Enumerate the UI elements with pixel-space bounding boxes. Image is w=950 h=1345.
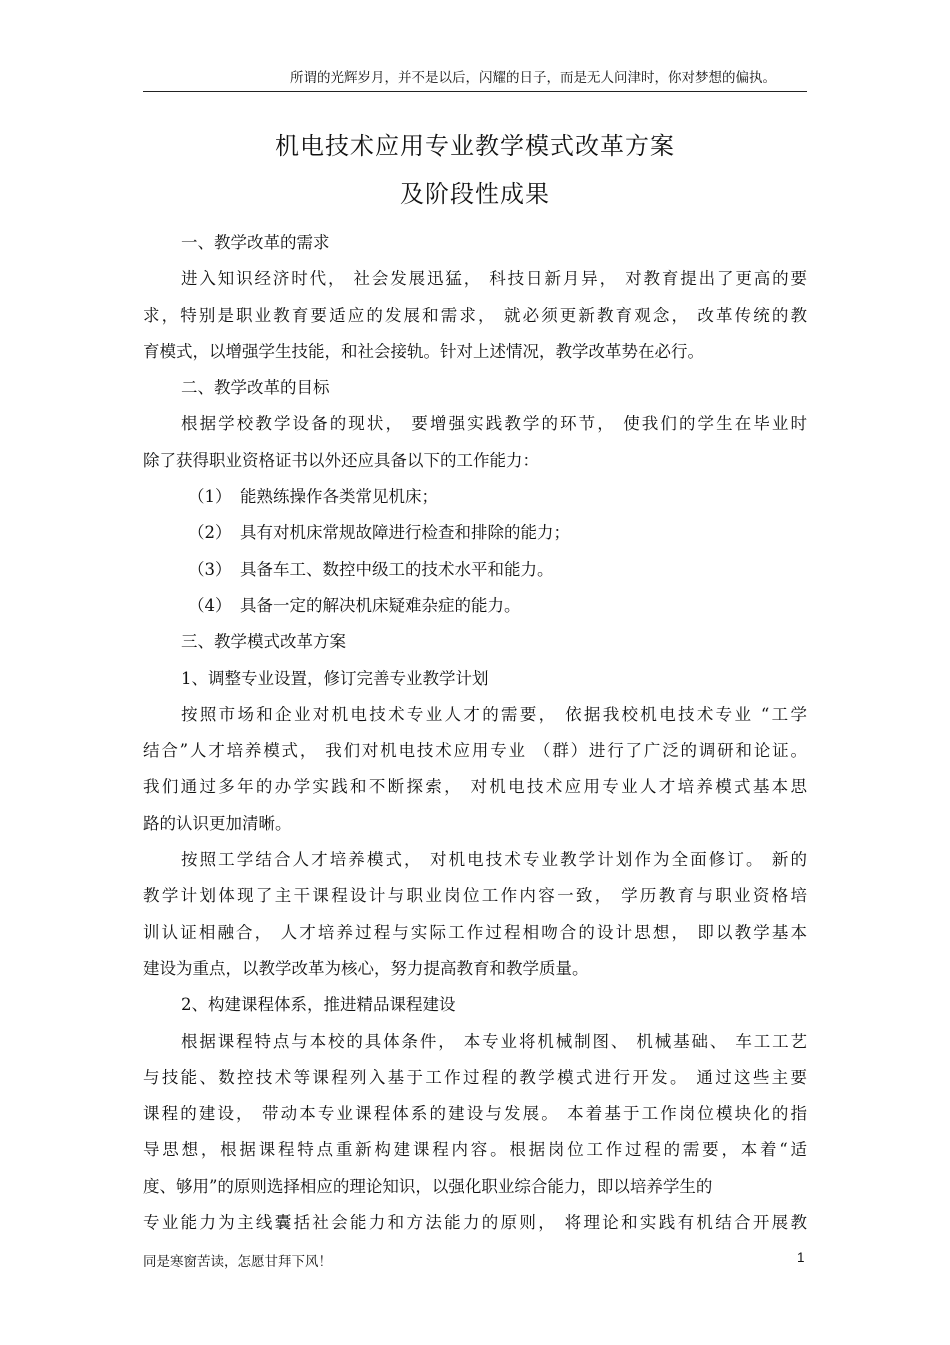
paragraph-line: 度、够用”的原则选择相应的理论知识，以强化职业综合能力，即以培养学生的 — [143, 1176, 713, 1196]
paragraph-line: 根据课程特点与本校的具体条件， 本专业将机械制图、 机械基础、 车工工艺 — [181, 1031, 807, 1051]
list-item-number: （4） — [188, 595, 232, 615]
page-number: 1 — [797, 1250, 805, 1265]
list-item-number: （1） — [188, 487, 232, 507]
paragraph-line: 我们通过多年的办学实践和不断探索， 对机电技术应用专业人才培养模式基本思 — [143, 777, 807, 797]
list-item — [143, 479, 807, 515]
list-item-text: 能熟练操作各类常见机床； — [240, 487, 438, 507]
footer-quote: 同是寒窗苦读，怎愿甘拜下风！ — [143, 1254, 332, 1270]
heading-section-2: 二、教学改革的目标 — [181, 378, 330, 398]
list-item — [143, 552, 807, 588]
paragraph-line: 求，特别是职业教育要适应的发展和需求， 就必须更新教育观念， 改革传统的教 — [143, 305, 807, 325]
list-item-text: 具备车工、数控中级工的技术水平和能力。 — [240, 559, 554, 579]
header-quote: 所谓的光辉岁月，并不是以后，闪耀的日子，而是无人问津时，你对梦想的偏执。 — [290, 70, 776, 86]
list-item-text: 具备一定的解决机床疑难杂症的能力。 — [240, 595, 521, 615]
paragraph-line: 路的认识更加清晰。 — [143, 813, 292, 833]
paragraph-line: 导思想，根据课程特点重新构建课程内容。根据岗位工作过程的需要，本着“适 — [143, 1140, 807, 1160]
subheading-2: 2、构建课程体系，推进精品课程建设 — [181, 995, 456, 1015]
list-item — [143, 515, 807, 551]
heading-section-1: 一、教学改革的需求 — [181, 233, 330, 252]
heading-section-3: 三、教学模式改革方案 — [181, 632, 346, 652]
paragraph-line: 除了获得职业资格证书以外还应具备以下的工作能力： — [143, 450, 539, 470]
paragraph-line: 按照工学结合人才培养模式， 对机电技术专业教学计划作为全面修订。 新的 — [181, 850, 807, 870]
paragraph-line: 课程的建设， 带动本专业课程体系的建设与发展。 本着基于工作岗位模块化的指 — [143, 1104, 807, 1124]
paragraph-line: 结合”人才培养模式， 我们对机电技术应用专业 （群）进行了广泛的调研和论证。 — [143, 741, 807, 761]
paragraph-line: 训认证相融合， 人才培养过程与实际工作过程相吻合的设计思想， 即以教学基本 — [143, 922, 807, 942]
header-rule — [143, 91, 807, 92]
paragraph-line: 进入知识经济时代， 社会发展迅猛， 科技日新月异， 对教育提出了更高的要 — [181, 269, 807, 289]
paragraph-line: 按照市场和企业对机电技术专业人才的需要， 依据我校机电技术专业 “工学 — [181, 704, 807, 724]
list-item-number: （2） — [188, 523, 232, 543]
list-item — [143, 588, 807, 624]
list-item-number: （3） — [188, 559, 232, 579]
paragraph-line: 教学计划体现了主干课程设计与职业岗位工作内容一致， 学历教育与职业资格培 — [143, 886, 807, 906]
paragraph-line: 建设为重点，以教学改革为核心，努力提高教育和教学质量。 — [143, 958, 589, 978]
paragraph-line: 与技能、数控技术等课程列入基于工作过程的教学模式进行开发。 通过这些主要 — [143, 1067, 807, 1087]
document-title-line1: 机电技术应用专业教学模式改革方案 — [275, 132, 675, 160]
paragraph-line: 专业能力为主线囊括社会能力和方法能力的原则， 将理论和实践有机结合开展教 — [143, 1213, 807, 1233]
paragraph-line: 育模式，以增强学生技能，和社会接轨。针对上述情况，教学改革势在必行。 — [143, 341, 704, 361]
document-body — [143, 225, 807, 1241]
list-item-text: 具有对机床常规故障进行检查和排除的能力； — [240, 523, 570, 543]
paragraph-line: 根据学校教学设备的现状， 要增强实践教学的环节， 使我们的学生在毕业时 — [181, 414, 807, 434]
document-title-line2: 及阶段性成果 — [400, 180, 550, 208]
subheading-1: 1、调整专业设置，修订完善专业教学计划 — [181, 668, 489, 688]
